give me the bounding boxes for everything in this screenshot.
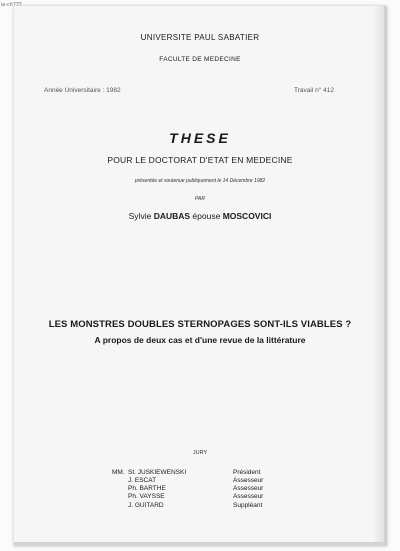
- thesis-label: THESE: [169, 130, 231, 146]
- jury-member-name: J. ESCAT: [128, 477, 157, 484]
- jury-member-role: Président: [233, 469, 261, 476]
- jury-member-role: Assesseur: [233, 485, 264, 492]
- jury-member-name: Ph. BARTHE: [128, 485, 166, 492]
- thesis-subtitle: A propos de deux cas et d'une revue de la littérature: [94, 335, 306, 345]
- thesis-title: LES MONSTRES DOUBLES STERNOPAGES SONT-ILS VIABLES ?: [48, 319, 352, 330]
- author-last-name: DAUBAS: [153, 211, 191, 221]
- jury-member-role: Assesseur: [233, 477, 264, 484]
- jury-heading: JURY: [192, 450, 208, 456]
- jury-row: [0, 493, 400, 502]
- work-number: Travail n° 412: [294, 87, 334, 94]
- author-first-name: Sylvie: [128, 211, 154, 221]
- jury-member-role: Suppléant: [233, 502, 263, 509]
- jury-member-name: J. GUITARD: [128, 502, 164, 509]
- jury-row: [0, 502, 400, 511]
- author-name: [0, 211, 400, 221]
- university-name: UNIVERSITE PAUL SABATIER: [140, 33, 260, 42]
- jury-member-role: Assesseur: [233, 493, 264, 500]
- corner-mark: ia-ch???: [1, 2, 22, 8]
- academic-year: Année Universitaire : 1982: [44, 87, 121, 94]
- faculty-name: FACULTE DE MEDECINE: [159, 56, 241, 63]
- author-married-name: MOSCOVICI: [222, 211, 272, 221]
- jury-prefix: MM.: [112, 469, 125, 476]
- defense-date-line: présentée et soutenue publiquement le 14 Décembre 1982: [134, 178, 266, 184]
- jury-member-name: Ph. VAYSSE: [128, 493, 165, 500]
- jury-member-name: St. JUSKIEWENSKI: [128, 469, 187, 476]
- page-edge-shadow: [372, 6, 384, 542]
- author-connector: épouse: [190, 211, 223, 221]
- degree-line: POUR LE DOCTORAT D'ETAT EN MEDECINE: [107, 155, 293, 165]
- by-line: PAR: [195, 196, 205, 202]
